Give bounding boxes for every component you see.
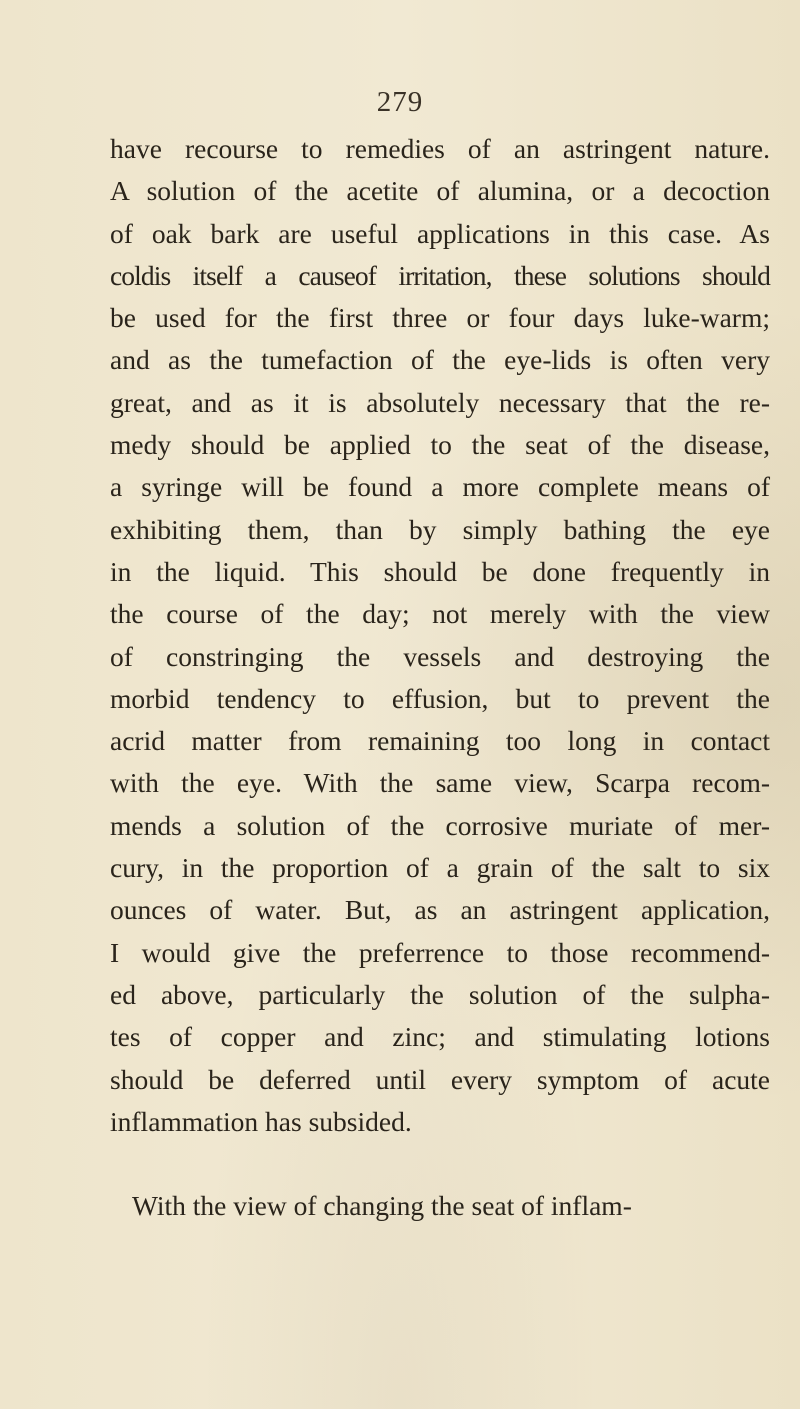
text-line: a syringe will be found a more complete means of bbox=[110, 471, 770, 503]
text-line: exhibiting them, than by simply bathing the eye bbox=[110, 513, 770, 545]
text-line: acrid matter from remaining too long in contact bbox=[110, 725, 770, 757]
text-line: and as the tumefaction of the eye-lids is often very bbox=[110, 344, 770, 376]
text-line: A solution of the acetite of alumina, or a decoction bbox=[110, 175, 770, 207]
text-line: ounces of water. But, as an astringent application, bbox=[110, 894, 770, 926]
text-line: have recourse to remedies of an astringent nature. bbox=[110, 133, 770, 164]
text-line: ed above, particularly the solution of the sulpha- bbox=[110, 978, 770, 1010]
text-line: great, and as it is absolutely necessary that the re- bbox=[110, 386, 770, 418]
text-line: medy should be applied to the seat of the disease, bbox=[110, 429, 770, 461]
text-line: of oak bark are useful applications in this case. As bbox=[110, 217, 770, 249]
text-line: With the view of changing the seat of inflam- bbox=[132, 1190, 632, 1222]
text-line: be used for the first three or four days luke-warm; bbox=[110, 302, 770, 334]
text-line: morbid tendency to effusion, but to prevent the bbox=[110, 682, 770, 714]
paragraph bbox=[110, 128, 770, 1143]
text-line: with the eye. With the same view, Scarpa recom- bbox=[110, 767, 770, 799]
text-line: coldis itself a causeof irritation, these solutions should bbox=[110, 259, 770, 291]
text-line: in the liquid. This should be done frequently in bbox=[110, 555, 770, 587]
text-line: should be deferred until every symptom of acute bbox=[110, 1063, 770, 1095]
text-line: of constringing the vessels and destroying the bbox=[110, 640, 770, 672]
text-line: mends a solution of the corrosive muriate of mer- bbox=[110, 809, 770, 841]
text-line: tes of copper and zinc; and stimulating lotions bbox=[110, 1021, 770, 1053]
text-line: I would give the preferrence to those recommend- bbox=[110, 936, 770, 968]
body-text bbox=[110, 128, 770, 1228]
text-line: inflammation has subsided. bbox=[110, 1105, 412, 1137]
paragraph bbox=[110, 1185, 770, 1227]
paragraph-gap bbox=[110, 1143, 770, 1185]
page-number: 279 bbox=[376, 86, 424, 118]
text-line: cury, in the proportion of a grain of the salt to six bbox=[110, 852, 770, 884]
text-line: the course of the day; not merely with the view bbox=[110, 598, 770, 630]
